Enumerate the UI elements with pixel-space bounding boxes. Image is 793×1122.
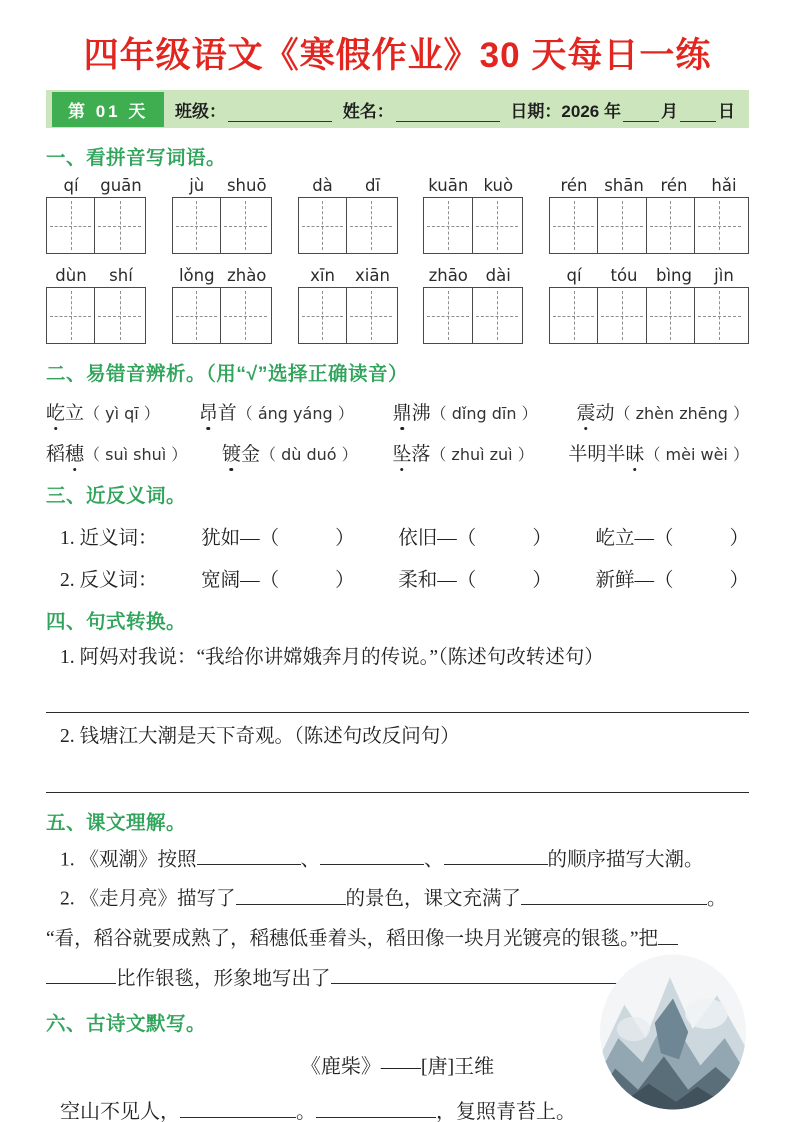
reading-choice-term: 镀金（ dù duó ）	[222, 439, 358, 466]
answer-blank	[320, 845, 424, 866]
emphasized-character: 昧	[625, 439, 644, 466]
answer-blank	[236, 884, 346, 905]
answer-blank	[46, 964, 116, 985]
writing-box	[95, 288, 143, 343]
name-label: 姓名：	[342, 101, 394, 121]
pinyin-syllable: shān	[604, 176, 644, 195]
writing-box	[695, 198, 743, 253]
pinyin-word-group	[172, 266, 272, 344]
writing-box	[173, 198, 221, 253]
pronunciation-line-1	[46, 398, 749, 425]
writing-box	[221, 288, 269, 343]
pinyin-syllable: zhào	[227, 266, 267, 285]
comprehension-question-2a: 2. 《走月亮》描写了 的景色，课文充满了 。	[46, 884, 749, 914]
pinyin-syllable: bìng	[656, 266, 692, 285]
reading-choice-term: 震动（ zhèn zhēng ）	[576, 398, 749, 425]
pair-line-label: 2. 反义词：	[60, 570, 158, 591]
mountain-art-image	[597, 952, 749, 1112]
pinyin-options: （ zhèn zhēng ）	[614, 404, 749, 423]
name-blank	[396, 103, 500, 122]
reading-choice-term: 半明半昧（ mèi wèi ）	[568, 439, 749, 466]
pinyin-options: （ áng yáng ）	[236, 404, 354, 423]
pinyin-word-group	[172, 176, 272, 254]
answer-blank	[180, 1097, 296, 1118]
word-pair: 屹立—（ ）	[595, 528, 749, 549]
reading-choice-term: 稻穗（ suì shuì ）	[46, 439, 187, 466]
pair-line-label: 1. 近义词：	[60, 528, 158, 549]
pinyin-options: （ zhuì zuì ）	[430, 445, 534, 464]
pinyin-syllable: dùn	[55, 266, 87, 285]
pinyin-syllable: shuō	[226, 176, 267, 195]
pinyin-syllable: dī	[364, 176, 381, 195]
pronunciation-line-2	[46, 439, 749, 466]
writing-box	[550, 198, 598, 253]
section2-heading: 二、易错音辨析。（用“√”选择正确读音）	[46, 363, 408, 385]
section-synonyms-antonyms	[46, 480, 749, 592]
writing-box	[347, 288, 395, 343]
pinyin-row-1	[46, 176, 749, 254]
writing-box	[473, 288, 521, 343]
writing-box	[473, 198, 521, 253]
answer-blank	[521, 884, 707, 905]
class-label: 班级：	[175, 101, 227, 121]
emphasized-character: 昂	[199, 398, 218, 425]
pinyin-syllable: rén	[560, 176, 588, 195]
pinyin-word-group	[423, 176, 523, 254]
pinyin-syllable: dài	[485, 266, 511, 285]
pinyin-options: （ yì qī ）	[84, 404, 160, 423]
writing-box	[47, 288, 95, 343]
pinyin-syllable: jù	[189, 176, 205, 195]
pinyin-syllable: xīn	[310, 266, 335, 285]
day-blank	[680, 103, 716, 122]
writing-box	[550, 288, 598, 343]
emphasized-character: 穗	[65, 439, 84, 466]
writing-box	[95, 198, 143, 253]
reading-choice-term: 屹立（ yì qī ）	[46, 398, 160, 425]
pinyin-syllable: guān	[100, 176, 142, 195]
section-pronunciation	[46, 358, 749, 466]
writing-box	[347, 198, 395, 253]
pinyin-syllable: lǒng	[178, 266, 215, 285]
pinyin-syllable: hǎi	[711, 176, 737, 195]
poem-title: 《鹿柴》——[唐]王维	[300, 1055, 495, 1078]
word-pair: 依旧—（ ）	[398, 528, 552, 549]
name-field	[343, 97, 500, 122]
section-pinyin-words	[46, 142, 749, 344]
class-blank	[228, 103, 332, 122]
pinyin-word-group	[46, 176, 146, 254]
header-bar	[46, 90, 749, 128]
writing-box	[221, 198, 269, 253]
emphasized-character: 屹	[46, 398, 65, 425]
month-label: 月	[660, 101, 678, 121]
pinyin-syllable: kuò	[483, 176, 514, 195]
class-field	[175, 97, 332, 122]
pinyin-word-group	[298, 266, 398, 344]
writing-box	[424, 288, 472, 343]
pinyin-syllable: tóu	[610, 266, 638, 285]
day-label: 日	[717, 101, 735, 121]
answer-blank	[197, 845, 301, 866]
writing-box	[598, 198, 646, 253]
reading-choice-term: 昂首（ áng yáng ）	[199, 398, 354, 425]
section3-heading: 三、近反义词。	[46, 485, 187, 507]
writing-box	[598, 288, 646, 343]
answer-line-1	[46, 672, 749, 713]
word-pair: 犹如—（ ）	[201, 528, 355, 549]
emphasized-character: 坠	[392, 439, 411, 466]
section5-heading: 五、课文理解。	[46, 811, 187, 834]
answer-blank	[444, 845, 548, 866]
pinyin-word-group	[549, 176, 749, 254]
pinyin-syllable: dà	[312, 176, 333, 195]
answer-blank	[658, 924, 678, 945]
pinyin-options: （ suì shuì ）	[84, 445, 188, 464]
antonym-line	[46, 564, 749, 592]
writing-box	[647, 198, 695, 253]
pinyin-syllable: zhāo	[428, 266, 468, 285]
poem-line: 空山不见人， 。 ，复照青苔上。	[46, 1095, 749, 1122]
emphasized-character: 震	[576, 398, 595, 425]
comprehension-question-1: 1. 《观潮》按照 、 、 的顺序描写大潮。	[46, 845, 749, 875]
writing-box	[299, 288, 347, 343]
pinyin-options: （ dù duó ）	[259, 445, 358, 464]
pinyin-syllable: qí	[566, 266, 582, 285]
writing-box	[647, 288, 695, 343]
page-title: 四年级语文《寒假作业》30 天每日一练	[83, 36, 712, 75]
writing-box	[47, 198, 95, 253]
date-field	[510, 97, 735, 122]
reading-choice-term: 鼎沸（ dǐng dīn ）	[393, 398, 538, 425]
pinyin-syllable: xiān	[355, 266, 390, 285]
reading-choice-term: 坠落（ zhuì zuì ）	[392, 439, 533, 466]
transform-question-1: 1. 阿妈对我说：“我给你讲嫦娥奔月的传说。”（陈述句改转述句）	[60, 647, 604, 668]
pinyin-options: （ mèi wèi ）	[644, 445, 749, 464]
answer-line-2	[46, 752, 749, 793]
section-sentence-transform	[46, 606, 749, 793]
word-pair: 柔和—（ ）	[398, 570, 552, 591]
writing-box	[299, 198, 347, 253]
synonym-line	[46, 522, 749, 550]
emphasized-character: 镀	[222, 439, 241, 466]
pinyin-word-group	[549, 266, 749, 344]
pinyin-syllable: rén	[660, 176, 688, 195]
pinyin-syllable: shí	[109, 266, 133, 285]
pinyin-syllable: kuān	[428, 176, 469, 195]
pinyin-syllable: qí	[63, 176, 79, 195]
pinyin-word-group	[423, 266, 523, 344]
emphasized-character: 鼎	[393, 398, 412, 425]
section1-heading: 一、看拼音写词语。	[46, 147, 227, 169]
date-label: 日期：2026 年	[510, 101, 621, 121]
pinyin-options: （ dǐng dīn ）	[430, 404, 538, 423]
writing-box	[695, 288, 743, 343]
pinyin-word-group	[46, 266, 146, 344]
month-blank	[623, 103, 659, 122]
pinyin-row-2	[46, 266, 749, 344]
writing-box	[424, 198, 472, 253]
section6-heading: 六、古诗文默写。	[46, 1012, 207, 1035]
pinyin-syllable: jìn	[714, 266, 734, 285]
answer-blank	[316, 1097, 436, 1118]
day-badge: 第 01 天	[52, 92, 164, 127]
word-pair: 宽阔—（ ）	[201, 570, 355, 591]
transform-question-2: 2. 钱塘江大潮是天下奇观。（陈述句改反问句）	[60, 726, 460, 748]
pinyin-word-group	[298, 176, 398, 254]
comprehension-question-2c: 比作银毯，形象地写出了	[46, 964, 749, 994]
writing-box	[173, 288, 221, 343]
section4-heading: 四、句式转换。	[46, 611, 187, 633]
comprehension-question-2b: “看，稻谷就要成熟了，稻穗低垂着头，稻田像一块月光镀亮的银毯。”把	[46, 924, 749, 954]
word-pair: 新鲜—（ ）	[595, 570, 749, 591]
